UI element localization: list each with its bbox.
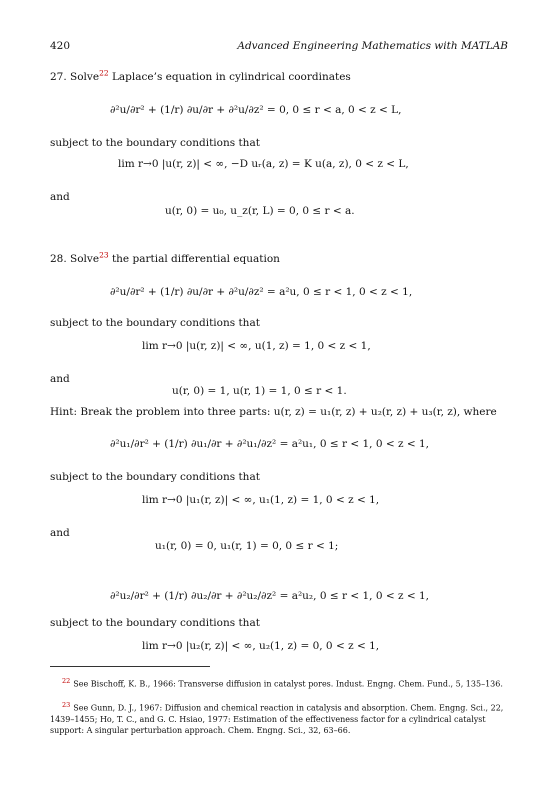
problem-28-bc2: u(r, 0) = 1, u(r, 1) = 1, 0 ≤ r < 1. — [172, 385, 347, 397]
footnote-22-text: See Bischoff, K. B., 1966: Transverse diffusion in catalyst pores. Indust. Engng. Chem. Fund., 5, 135–136. — [73, 679, 503, 689]
problem-27-bc1: lim r→0 |u(r, z)| < ∞, −D uᵣ(a, z) = K u(a, z), 0 < z < L, — [118, 158, 409, 170]
footnote-23-number: 23 — [62, 701, 71, 709]
footnote-23 — [50, 700, 510, 736]
footnote-ref-23[interactable]: 23 — [99, 250, 109, 260]
problem-27-label: 27. Solve — [50, 71, 100, 83]
footnote-22 — [50, 676, 510, 690]
u2-equation: ∂²u₂/∂r² + (1/r) ∂u₂/∂r + ∂²u₂/∂z² = a²u₂, 0 ≤ r < 1, 0 < z < 1, — [110, 590, 429, 602]
problem-28-and: and — [50, 373, 70, 385]
u1-bc-intro: subject to the boundary conditions that — [50, 471, 260, 483]
u1-equation: ∂²u₁/∂r² + (1/r) ∂u₁/∂r + ∂²u₁/∂z² = a²u₁, 0 ≤ r < 1, 0 < z < 1, — [110, 438, 429, 450]
footnote-23-text: See Gunn, D. J., 1967: Diffusion and chemical reaction in catalysis and absorption. Chem. Engng. Sci., 22, 1439–1455; Ho, T. C., and G. C. Hsiao, 1977: Estimation of the effectiveness factor for a cylindrical catalyst support: A singular perturbation approach. Chem. Engng. Sci., 32, 63–66. — [50, 703, 504, 735]
footnote-ref-22[interactable]: 22 — [99, 68, 109, 78]
u1-and: and — [50, 527, 70, 539]
problem-27-equation: ∂²u/∂r² + (1/r) ∂u/∂r + ∂²u/∂z² = 0, 0 ≤ r < a, 0 < z < L, — [110, 104, 402, 116]
problem-28-bc1: lim r→0 |u(r, z)| < ∞, u(1, z) = 1, 0 < z < 1, — [142, 340, 371, 352]
running-title: Advanced Engineering Mathematics with MATLAB — [237, 40, 508, 52]
problem-28-hint: Hint: Break the problem into three parts: u(r, z) = u₁(r, z) + u₂(r, z) + u₃(r, z), where — [50, 406, 497, 418]
problem-27-bc-intro: subject to the boundary conditions that — [50, 137, 260, 149]
problem-28-intro-tail: the partial differential equation — [111, 253, 280, 265]
u2-bc-intro: subject to the boundary conditions that — [50, 617, 260, 629]
problem-27-and: and — [50, 191, 70, 203]
problem-28-equation: ∂²u/∂r² + (1/r) ∂u/∂r + ∂²u/∂z² = a²u, 0 ≤ r < 1, 0 < z < 1, — [110, 286, 413, 298]
problem-28-label: 28. Solve — [50, 253, 100, 265]
page-number: 420 — [50, 40, 71, 52]
u1-bc1: lim r→0 |u₁(r, z)| < ∞, u₁(1, z) = 1, 0 < z < 1, — [142, 494, 380, 506]
problem-27-bc2: u(r, 0) = u₀, u_z(r, L) = 0, 0 ≤ r < a. — [165, 205, 355, 217]
u2-bc1: lim r→0 |u₂(r, z)| < ∞, u₂(1, z) = 0, 0 < z < 1, — [142, 640, 380, 652]
u1-bc2: u₁(r, 0) = 0, u₁(r, 1) = 0, 0 ≤ r < 1; — [155, 540, 339, 552]
problem-28-bc-intro: subject to the boundary conditions that — [50, 317, 260, 329]
footnote-22-number: 22 — [62, 677, 71, 685]
problem-27-intro — [50, 70, 510, 84]
problem-28-intro — [50, 252, 510, 266]
footnote-rule — [50, 666, 210, 667]
problem-27-intro-tail: Laplace’s equation in cylindrical coordinates — [111, 71, 351, 83]
